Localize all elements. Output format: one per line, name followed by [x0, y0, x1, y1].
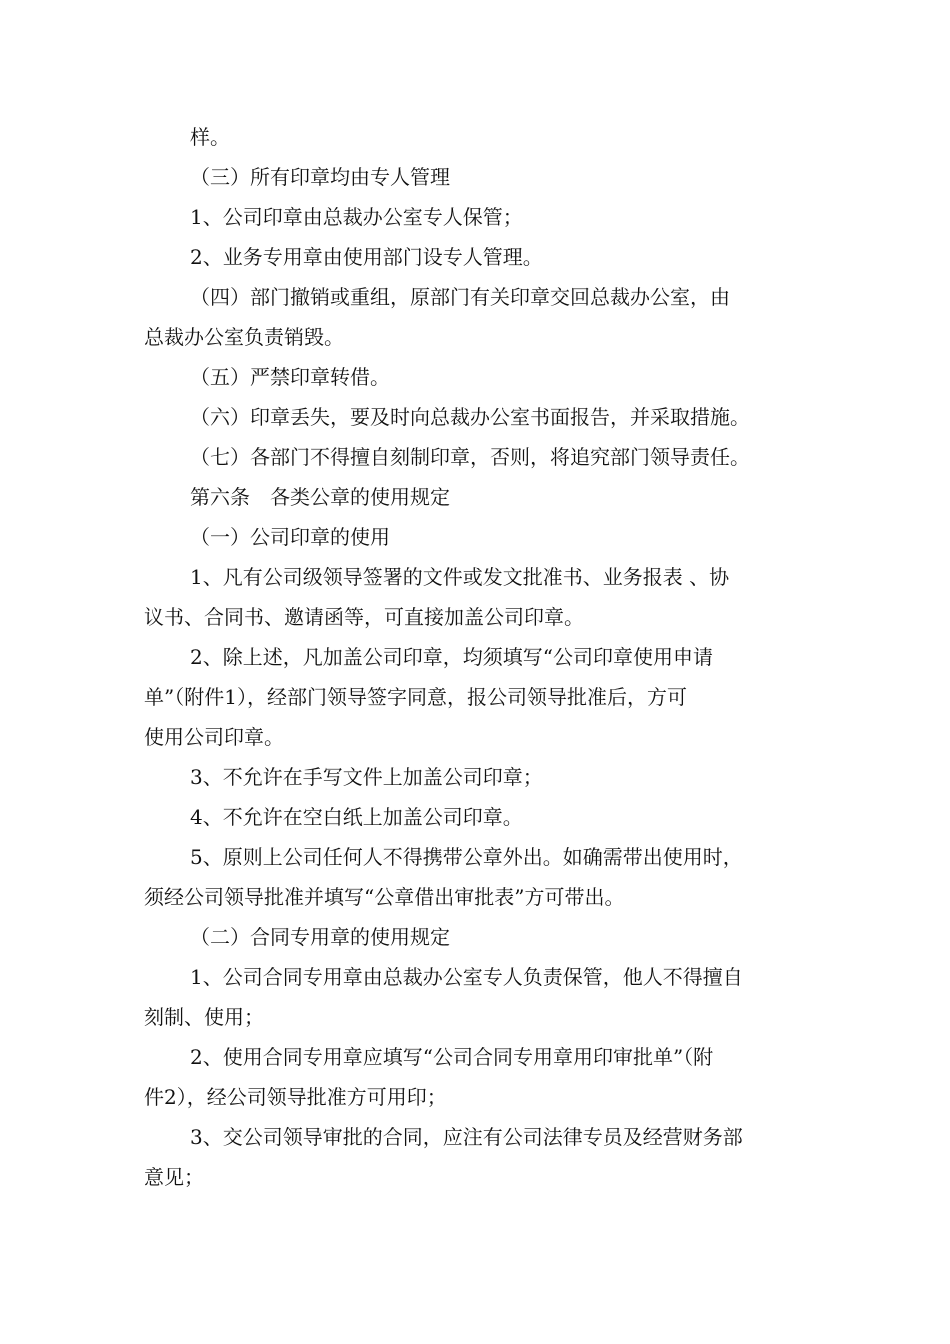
section-heading-2: （二）合同专用章的使用规定: [190, 925, 450, 949]
section-heading-7: （七）各部门不得擅自刻制印章，否则，将追究部门领导责任。: [190, 445, 750, 469]
section-heading-4: （四）部门撤销或重组，原部门有关印章交回总裁办公室，由: [190, 285, 730, 309]
paragraph-line: 4、不允许在空白纸上加盖公司印章。: [190, 805, 523, 829]
section-heading-1: （一）公司印章的使用: [190, 525, 390, 549]
section-heading-5: （五）严禁印章转借。: [190, 365, 390, 389]
paragraph-line: 2、除上述，凡加盖公司印章，均须填写“公司印章使用申请: [190, 645, 713, 669]
section-heading-3: （三）所有印章均由专人管理: [190, 165, 450, 189]
paragraph-line: 使用公司印章。: [144, 725, 284, 749]
paragraph-line: 1、公司印章由总裁办公室专人保管；: [190, 205, 523, 229]
paragraph-line: 总裁办公室负责销毁。: [144, 325, 344, 349]
paragraph-line: 件2），经公司领导批准方可用印；: [144, 1085, 447, 1109]
paragraph-line: 意见；: [144, 1165, 204, 1189]
article-heading: 第六条 各类公章的使用规定: [190, 485, 450, 509]
paragraph-line: 刻制、使用；: [144, 1005, 264, 1029]
paragraph-line: 5、原则上公司任何人不得携带公章外出。如确需带出使用时，: [190, 845, 743, 869]
paragraph-line: 议书、合同书、邀请函等，可直接加盖公司印章。: [144, 605, 584, 629]
paragraph-line: 3、交公司领导审批的合同，应注有公司法律专员及经营财务部: [190, 1125, 743, 1149]
paragraph-line: 3、不允许在手写文件上加盖公司印章；: [190, 765, 543, 789]
paragraph-line: 单”（附件1），经部门领导签字同意，报公司领导批准后，方可: [144, 685, 687, 709]
document-body: [144, 117, 806, 1197]
paragraph-line: 1、凡有公司级领导签署的文件或发文批准书、业务报表 、协: [190, 565, 730, 589]
paragraph-line: 1、公司合同专用章由总裁办公室专人负责保管，他人不得擅自: [190, 965, 743, 989]
paragraph-line: 须经公司领导批准并填写“公章借出审批表”方可带出。: [144, 885, 625, 909]
paragraph-line: 2、使用合同专用章应填写“公司合同专用章用印审批单”（附: [190, 1045, 714, 1069]
paragraph-line: 样。: [190, 125, 230, 149]
paragraph-line: 2、业务专用章由使用部门设专人管理。: [190, 245, 543, 269]
section-heading-6: （六）印章丢失，要及时向总裁办公室书面报告，并采取措施。: [190, 405, 750, 429]
